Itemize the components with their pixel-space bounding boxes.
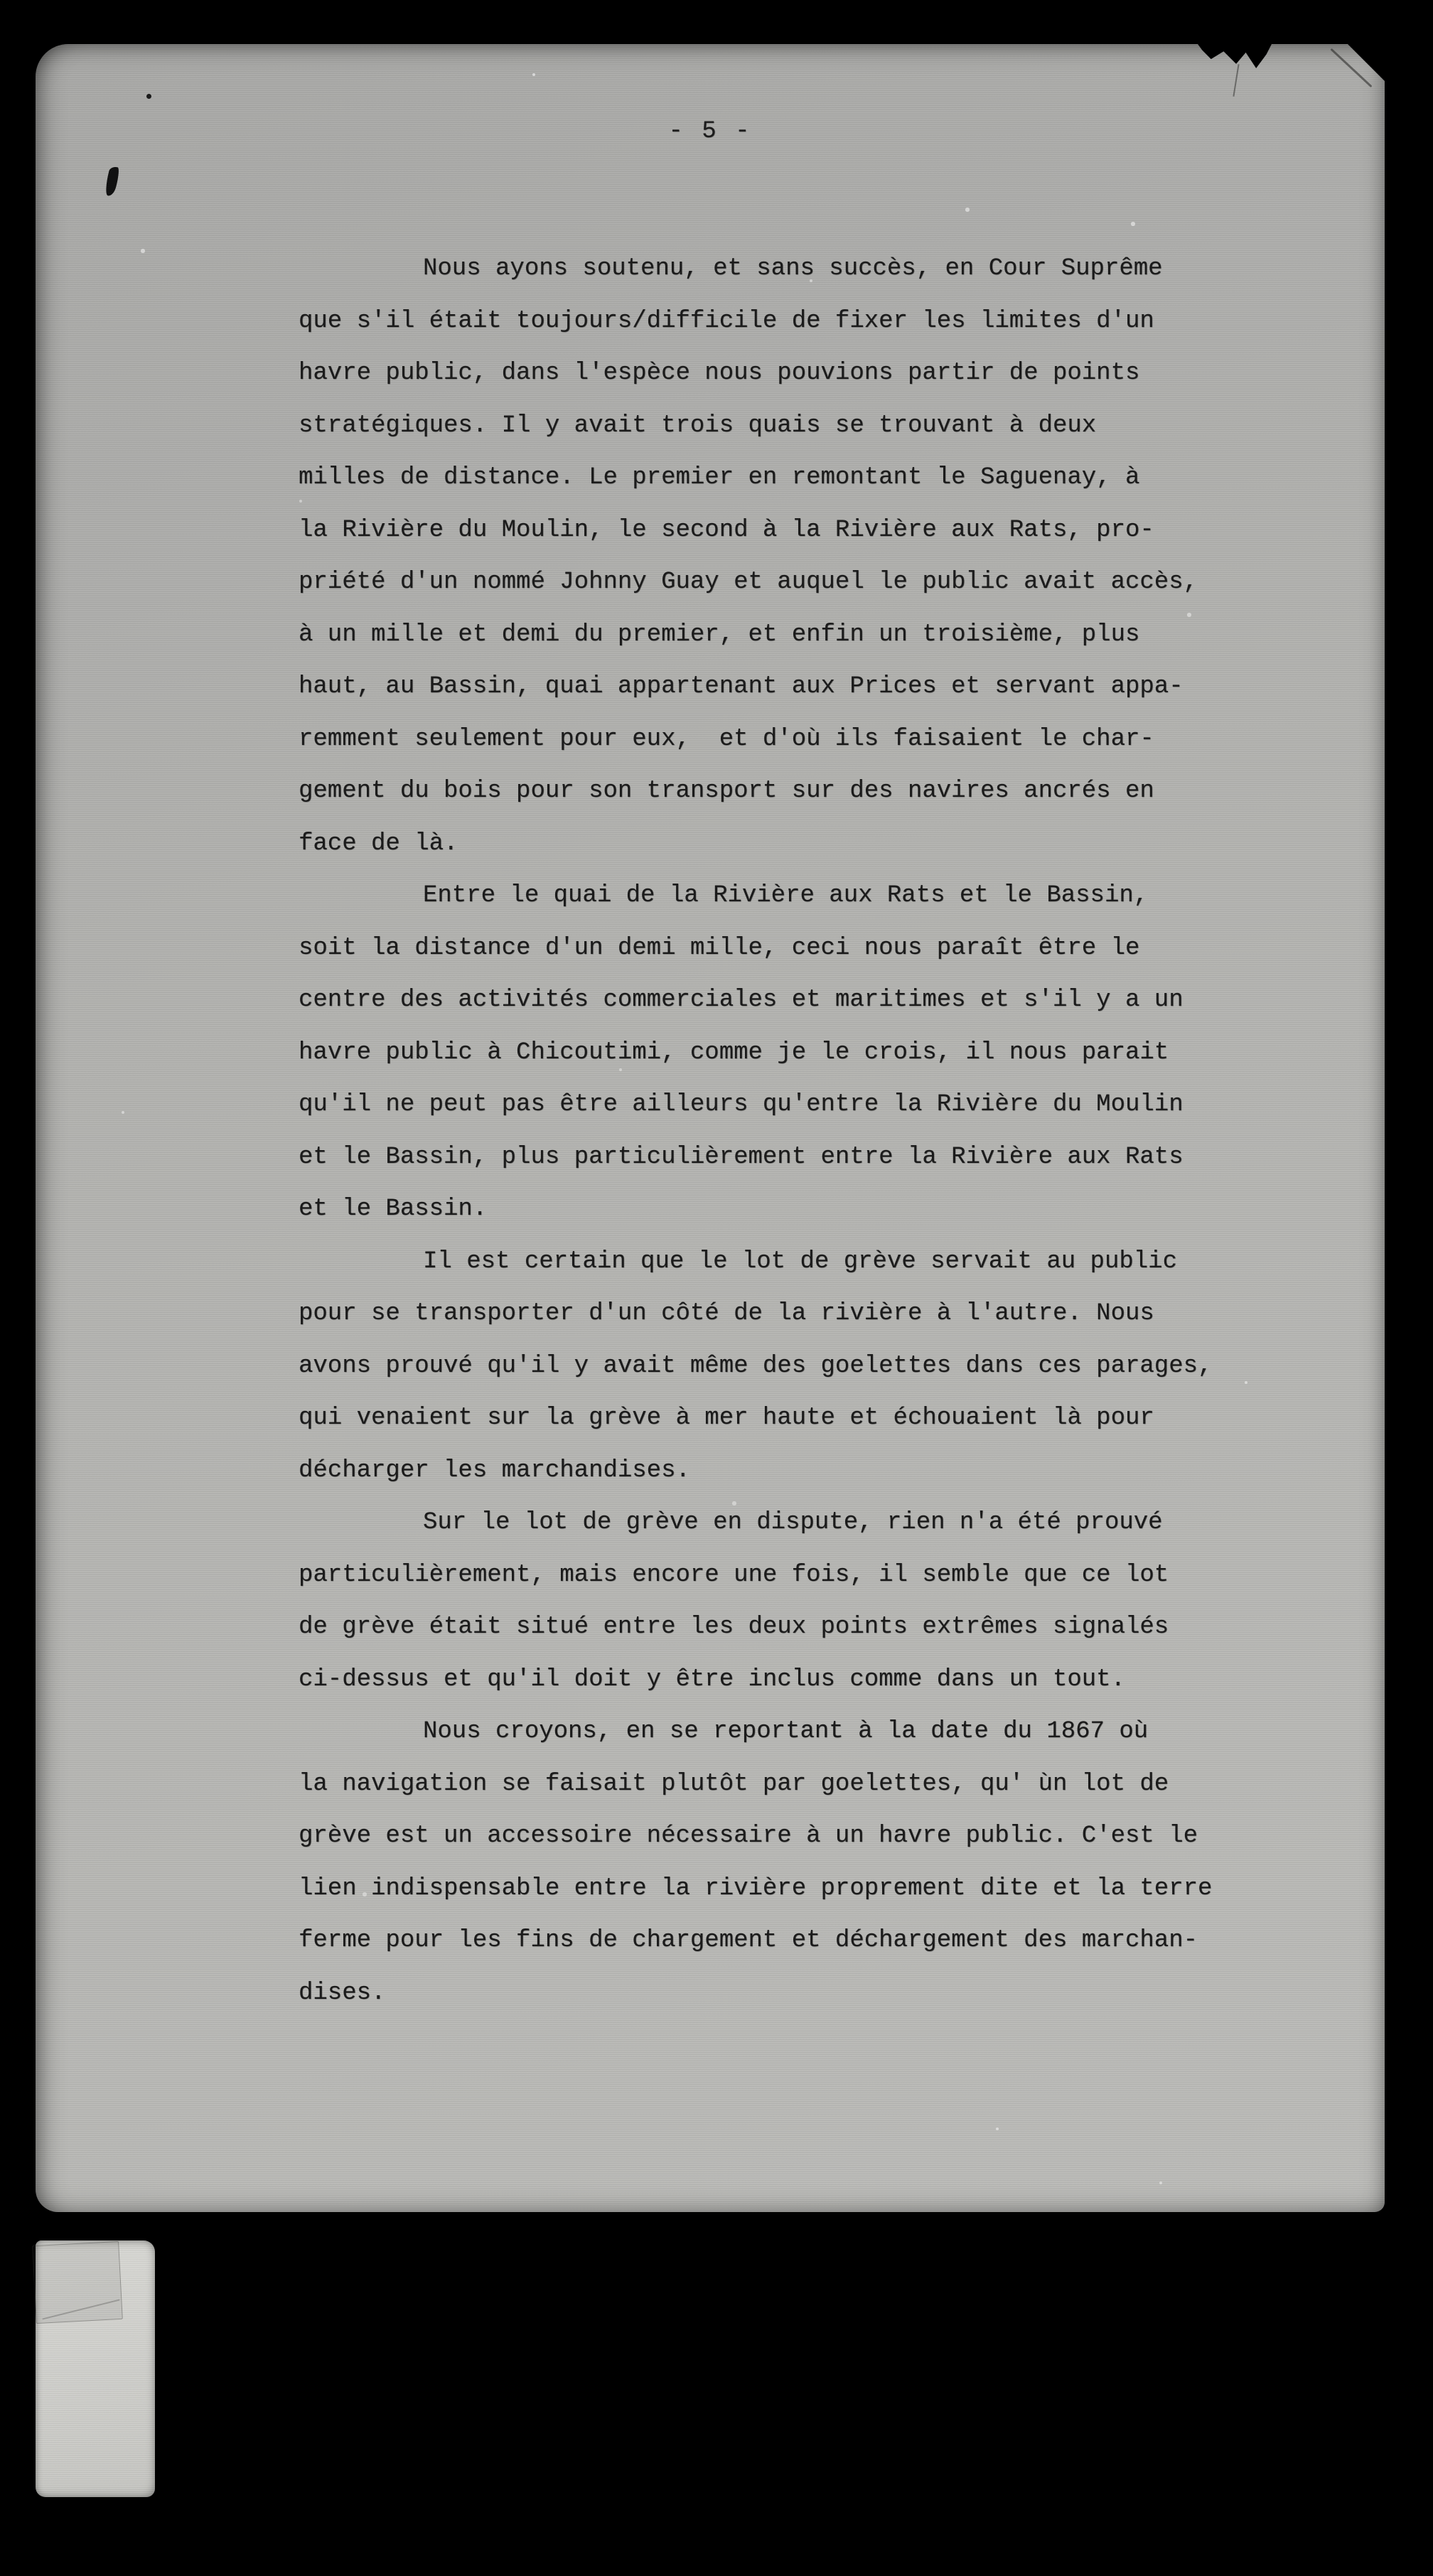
text-line: la navigation se faisait plutôt par goelettes, qu' ùn lot de (299, 1770, 1169, 1798)
text-line: Nous ayons soutenu, et sans succès, en Cour Suprême (423, 255, 1163, 282)
text-line: Entre le quai de la Rivière aux Rats et le Bassin, (423, 882, 1149, 909)
text-line: et le Bassin. (299, 1196, 488, 1223)
text-line: Sur le lot de grève en dispute, rien n'a été prouvé (423, 1509, 1163, 1536)
text-line: dises. (299, 1979, 386, 2007)
text-line: ci-dessus et qu'il doit y être inclus comme dans un tout. (299, 1665, 1125, 1693)
text-line: stratégiques. Il y avait trois quais se trouvant à deux (299, 412, 1097, 439)
ink-dot (146, 94, 151, 99)
dust-speckles (36, 44, 37, 45)
text-line: gement du bois pour son transport sur des navires ancrés en (299, 778, 1154, 805)
scrap-tape-mark (32, 2241, 123, 2324)
dog-ear-corner (1348, 44, 1385, 81)
text-line: havre public, dans l'espèce nous pouvions partir de points (299, 360, 1140, 387)
text-line: de grève était situé entre les deux points extrêmes signalés (299, 1614, 1169, 1641)
text-line: la Rivière du Moulin, le second à la Rivière aux Rats, pro- (299, 516, 1154, 544)
text-line: remment seulement pour eux, et d'où ils faisaient le char- (299, 725, 1154, 753)
text-line: que s'il était toujours/difficile de fixer les limites d'un (299, 307, 1154, 335)
text-line: haut, au Bassin, quai appartenant aux Prices et servant appa- (299, 673, 1184, 700)
text-line: particulièrement, mais encore une fois, il semble que ce lot (299, 1561, 1169, 1589)
text-block (299, 243, 1244, 2019)
paper-scrap (36, 2240, 155, 2497)
text-line: centre des activités commerciales et maritimes et s'il y a un (299, 987, 1184, 1014)
text-line: décharger les marchandises. (299, 1456, 690, 1484)
text-line: grève est un accessoire nécessaire à un havre public. C'est le (299, 1823, 1198, 1850)
text-line: lien indispensable entre la rivière proprement dite et la terre (299, 1874, 1213, 1902)
text-line: pour se transporter d'un côté de la rivière à l'autre. Nous (299, 1300, 1154, 1327)
page-number: - 5 - (668, 118, 752, 145)
document-page (36, 44, 1385, 2212)
text-line: Il est certain que le lot de grève servait au public (423, 1247, 1177, 1275)
text-line: à un mille et demi du premier, et enfin un troisième, plus (299, 621, 1140, 648)
ink-blot (103, 166, 121, 197)
text-line: ferme pour les fins de chargement et déchargement des marchan- (299, 1927, 1198, 1954)
text-line: priété d'un nommé Johnny Guay et auquel le public avait accès, (299, 569, 1198, 596)
text-line: et le Bassin, plus particulièrement entre la Rivière aux Rats (299, 1143, 1184, 1171)
text-line: qu'il ne peut pas être ailleurs qu'entre la Rivière du Moulin (299, 1091, 1184, 1118)
torn-edge-notch (1198, 44, 1272, 68)
text-line: avons prouvé qu'il y avait même des goelettes dans ces parages, (299, 1352, 1213, 1380)
text-line: Nous croyons, en se reportant à la date du 1867 où (423, 1718, 1149, 1745)
text-line: milles de distance. Le premier en remontant le Saguenay, à (299, 464, 1140, 491)
text-line: havre public à Chicoutimi, comme je le crois, il nous parait (299, 1039, 1169, 1066)
text-line: qui venaient sur la grève à mer haute et échouaient là pour (299, 1405, 1154, 1432)
text-line: face de là. (299, 830, 458, 857)
text-line: soit la distance d'un demi mille, ceci nous paraît être le (299, 934, 1140, 962)
paper-crack (1233, 64, 1239, 97)
